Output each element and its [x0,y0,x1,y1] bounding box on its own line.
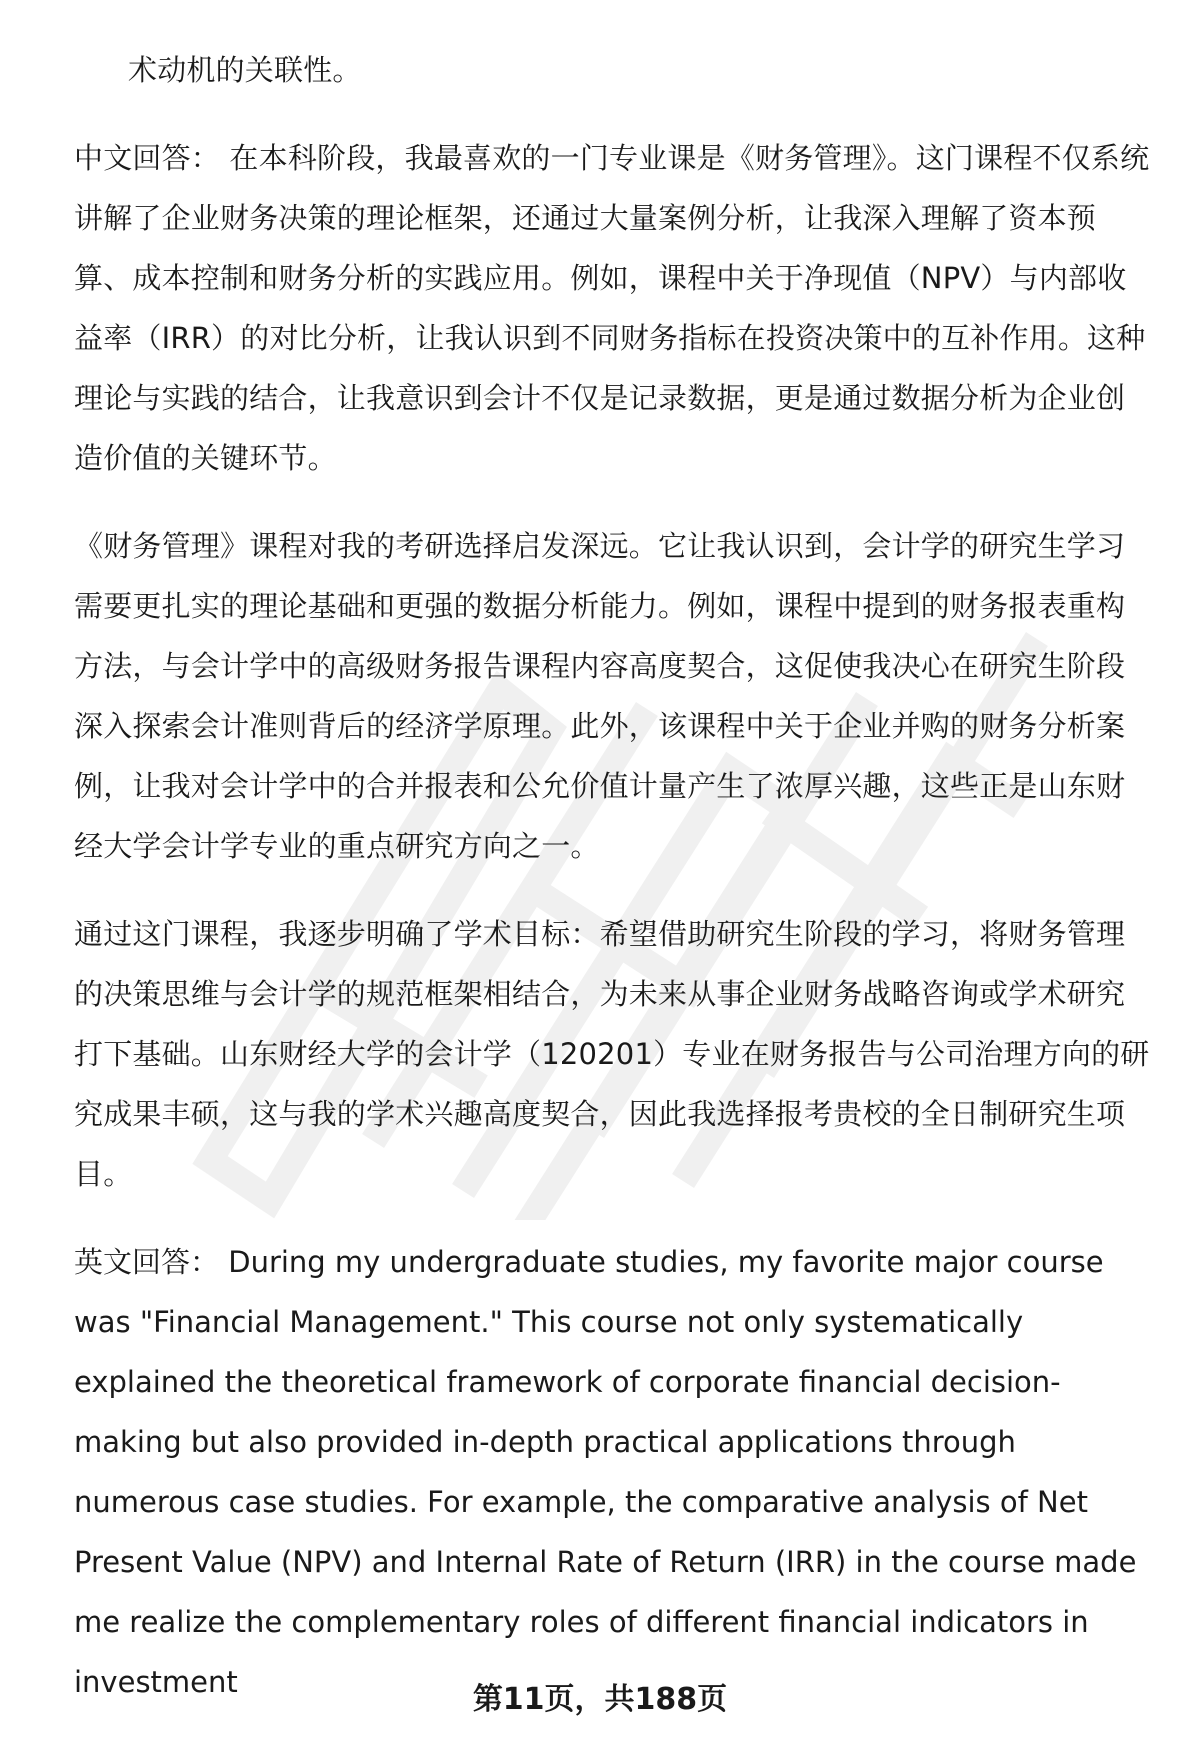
paragraph-chinese-answer [74,128,1154,488]
page-number: 第11页，共188页 [472,1682,728,1717]
paragraph-english-answer [74,1232,1154,1712]
paragraph-academic-goal [74,904,1154,1204]
paragraph-text: 在本科阶段，我最喜欢的一门专业课是《财务管理》。这门课程不仅系统讲解了企业财务决策的理论框架，还通过大量案例分析，让我深入理解了资本预算、成本控制和财务分析的实践应用。例如，课程中关于净现值（NPV）与内部收益率（IRR）的对比分析，让我认识到不同财务指标在投资决策中的互补作用。这种理论与实践的结合，让我意识到会计不仅是记录数据，更是通过数据分析为企业创造价值的关键环节。 [74,141,1150,475]
paragraph-text: 通过这门课程，我逐步明确了学术目标：希望借助研究生阶段的学习，将财务管理的决策思维与会计学的规范框架相结合，为未来从事企业财务战略咨询或学术研究打下基础。山东财经大学的会计学（120201）专业在财务报告与公司治理方向的研究成果丰硕，这与我的学术兴趣高度契合，因此我选择报考贵校的全日制研究生项目。 [74,917,1150,1191]
paragraph-text: 术动机的关联性。 [128,53,362,87]
paragraph-text: 《财务管理》课程对我的考研选择启发深远。它让我认识到，会计学的研究生学习需要更扎实的理论基础和更强的数据分析能力。例如，课程中提到的财务报表重构方法，与会计学中的高级财务报告课程内容高度契合，这促使我决心在研究生阶段深入探索会计准则背后的经济学原理。此外，该课程中关于企业并购的财务分析案例，让我对会计学中的合并报表和公允价值计量产生了浓厚兴趣，这些正是山东财经大学会计学专业的重点研究方向之一。 [74,529,1126,863]
paragraph-text: During my undergraduate studies, my favorite major course was "Financial Management." This course not only systematically explained the theoretical framework of corporate financial decision-making but also provided in-depth practical applications through numerous case studies. For example, the comparative analysis of Net Present Value (NPV) and Internal Rate of Return (IRR) in the course made me realize the complementary roles of different financial indicators in investment [74,1245,1137,1699]
english-answer-label: 英文回答： [74,1245,220,1279]
chinese-answer-label: 中文回答： [74,141,221,175]
document-body [74,40,1154,1740]
paragraph-intro-tail [74,40,1154,100]
paragraph-course-influence [74,516,1154,876]
